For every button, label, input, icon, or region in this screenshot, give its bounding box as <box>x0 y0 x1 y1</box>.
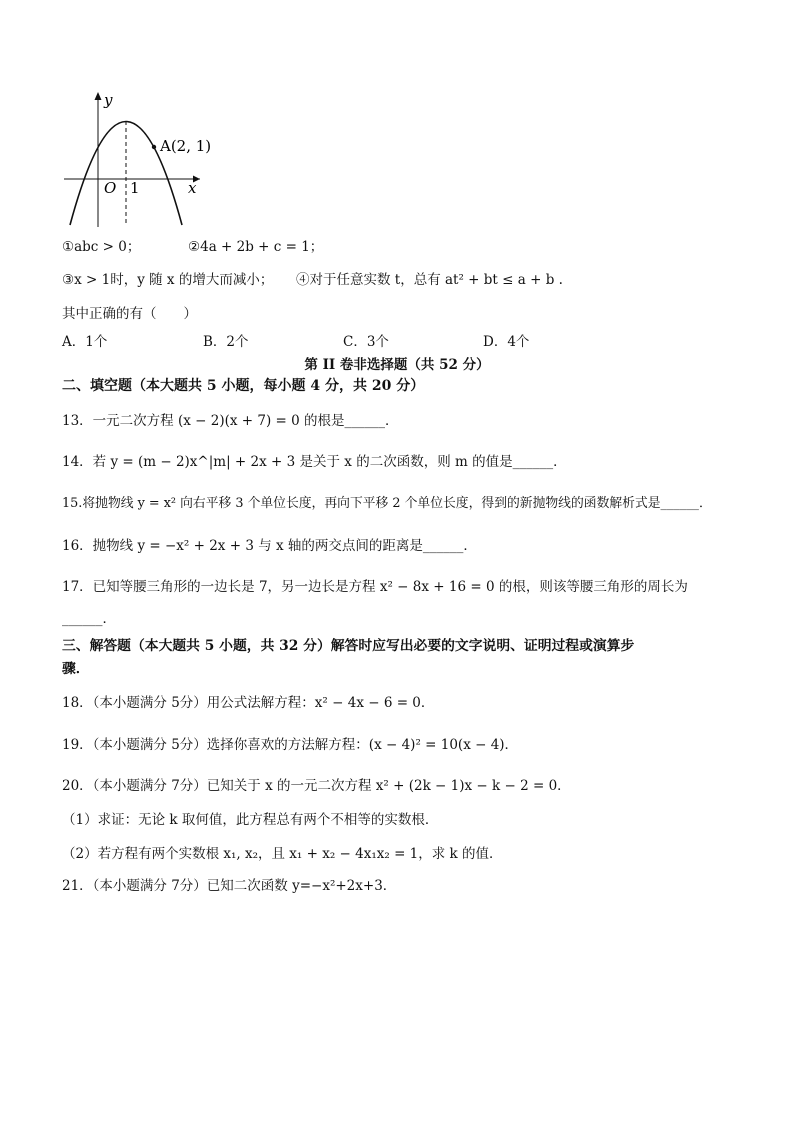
question-17-line1: 17．已知等腰三角形的一边长是 7，另一边长是方程 x² − 8x + 16 = 0 的根，则该等腰三角形的周长为 <box>62 579 688 595</box>
question-20: 20．（本小题满分 7分）已知关于 x 的一元二次方程 x² + (2k − 1)x − k − 2 = 0． <box>62 778 571 794</box>
question-20-part1: （1）求证：无论 k 取何值，此方程总有两个不相等的实数根． <box>62 812 439 828</box>
tick-label-1: 1 <box>130 179 140 197</box>
question-17-line2: ______． <box>62 611 116 627</box>
question-20-part2: （2）若方程有两个实数根 x₁, x₂，且 x₁ + x₂ − 4x₁x₂ = 1，求 k 的值． <box>62 846 503 862</box>
question-13: 13．一元二次方程 (x − 2)(x + 7) = 0 的根是______． <box>62 413 399 429</box>
question-21: 21．（本小题满分 7分）已知二次函数 y=−x²+2x+3． <box>62 878 397 894</box>
y-axis-label: y <box>104 91 113 109</box>
statement-3: ③x > 1时，y 随 x 的增大而减小； <box>62 272 274 288</box>
x-axis-label: x <box>188 179 197 197</box>
statement-2: ②4a + 2b + c = 1； <box>188 239 324 255</box>
y-axis-arrow <box>95 92 102 100</box>
statement-1: ①abc > 0； <box>62 239 141 255</box>
section3-heading-line1: 三、解答题（本大题共 5 小题，共 32 分）解答时应写出必要的文字说明、证明过程或演算步 <box>62 638 635 654</box>
option-a: A．1个 <box>62 334 108 350</box>
question-14: 14．若 y = (m − 2)x^|m| + 2x + 3 是关于 x 的二次函数，则 m 的值是______． <box>62 454 567 470</box>
statement-4: ④对于任意实数 t，总有 at² + bt ≤ a + b . <box>296 272 563 288</box>
option-c: C．3个 <box>343 334 389 350</box>
section2-heading: 二、填空题（本大题共 5 小题，每小题 4 分，共 20 分） <box>62 378 425 394</box>
parabola-graph <box>60 85 230 230</box>
question-prompt: 其中正确的有（ ） <box>62 306 197 322</box>
question-16: 16．抛物线 y = −x² + 2x + 3 与 x 轴的两交点间的距离是______． <box>62 538 477 554</box>
point-a-label: A(2, 1) <box>160 137 212 155</box>
question-15: 15.将抛物线 y = x² 向右平移 3 个单位长度，再向下平移 2 个单位长度，得到的新抛物线的函数解析式是______． <box>62 496 712 511</box>
option-d: D．4个 <box>483 334 530 350</box>
origin-label: O <box>104 179 117 197</box>
option-b: B．2个 <box>203 334 249 350</box>
part2-title: 第 II 卷非选择题（共 52 分） <box>304 357 490 373</box>
question-18: 18．（本小题满分 5分）用公式法解方程：x² − 4x − 6 = 0． <box>62 695 435 711</box>
question-19: 19．（本小题满分 5分）选择你喜欢的方法解方程：(x − 4)² = 10(x − 4)． <box>62 737 519 753</box>
point-a <box>152 145 156 149</box>
section3-heading-line2: 骤． <box>62 661 90 677</box>
